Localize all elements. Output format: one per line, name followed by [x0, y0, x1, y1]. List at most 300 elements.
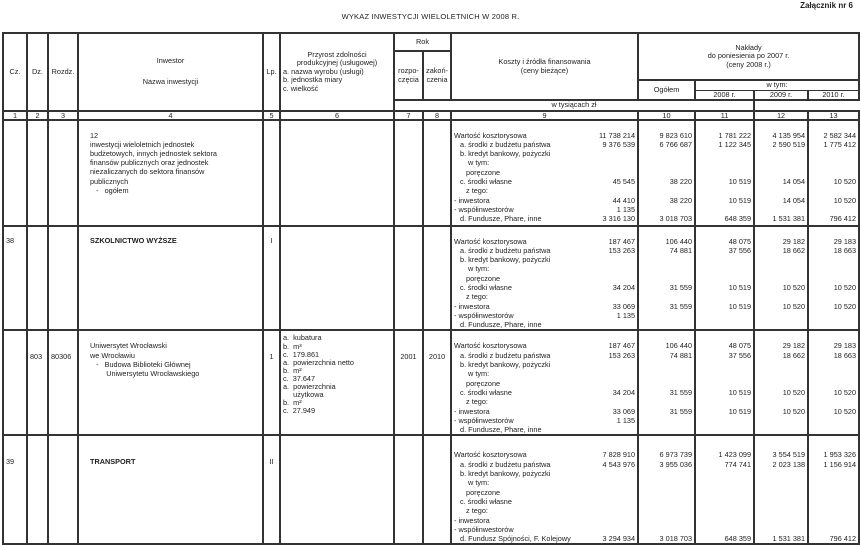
- cell-start: [394, 435, 423, 544]
- finance-label: a. środki z budżetu państwa: [460, 245, 551, 255]
- outlay-value: 1 122 345: [718, 139, 752, 149]
- table-row: [3, 226, 859, 331]
- outlay-value: [641, 525, 692, 534]
- outlay-value: [757, 369, 805, 378]
- outlay-value: [757, 360, 805, 369]
- finance-label: b. kredyt bankowy, pożyczki: [460, 149, 551, 159]
- outlay-value: [757, 320, 805, 329]
- name-line: 12: [90, 130, 99, 140]
- outlay-value: [698, 488, 751, 497]
- cell-capacity: [280, 330, 394, 435]
- cell-costs: [451, 435, 638, 544]
- table-row: [3, 120, 859, 226]
- outlay-value: 18 662: [782, 350, 806, 360]
- outlay-value: [698, 506, 751, 515]
- cell-end: [423, 226, 451, 331]
- outlay-value: 2 582 344: [823, 130, 857, 140]
- outlay-value: [811, 369, 856, 378]
- finance-value: 33 069: [612, 406, 636, 416]
- finance-label: - współinwestorów: [454, 415, 514, 425]
- outlay-value: [757, 311, 805, 320]
- finance-value: 7 828 910: [602, 450, 636, 460]
- capacity-line: b. m²: [283, 398, 302, 408]
- column-number: 6: [280, 111, 394, 120]
- finance-value: 3 316 130: [602, 214, 636, 224]
- finance-line: [454, 196, 635, 205]
- finance-line: [454, 425, 635, 434]
- outlay-value: 10 520: [782, 301, 806, 311]
- outlay-value: 38 220: [669, 195, 693, 205]
- outlay-value: [811, 488, 856, 497]
- outlay-value: 3 018 703: [659, 214, 693, 224]
- outlay-value: [698, 186, 751, 195]
- outlay-value: 10 520: [833, 195, 857, 205]
- header-capacity: [280, 33, 394, 111]
- finance-value: 44 410: [612, 195, 636, 205]
- finance-line: [454, 311, 635, 320]
- outlay-value: [757, 516, 805, 525]
- outlay-value: [811, 379, 856, 388]
- cell-outlay: [695, 435, 754, 544]
- finance-value: 153 263: [608, 350, 636, 360]
- cell-rozdz: [48, 435, 78, 544]
- cell-outlay: [638, 330, 695, 435]
- column-number: 5: [263, 111, 280, 120]
- outlay-value: 1 775 412: [823, 139, 857, 149]
- cell-rozdz: [48, 226, 78, 331]
- investments-table: [2, 32, 860, 545]
- outlay-value: [757, 292, 805, 301]
- outlay-value: [757, 205, 805, 214]
- outlay-value: [698, 311, 751, 320]
- finance-line: [454, 140, 635, 149]
- outlay-value: 4 135 954: [772, 130, 806, 140]
- name-line: - Budowa Biblioteki Głównej: [90, 359, 191, 369]
- finance-value: 187 467: [608, 236, 636, 246]
- outlay-value: 1 531 381: [772, 534, 806, 544]
- finance-label: z tego:: [466, 186, 488, 196]
- outlay-value: 18 663: [833, 245, 857, 255]
- outlay-value: 10 520: [833, 406, 857, 416]
- outlay-value: 6 973 739: [659, 450, 693, 460]
- header-end: zakoń-czenia: [423, 51, 451, 100]
- cell-outlay: [695, 330, 754, 435]
- header-outlays-sub2: (ceny 2008 r.): [726, 59, 771, 69]
- outlay-value: [698, 478, 751, 487]
- outlay-value: 796 412: [829, 214, 857, 224]
- finance-line: [454, 478, 635, 487]
- finance-line: [454, 186, 635, 195]
- finance-line: [454, 506, 635, 515]
- outlay-value: [698, 469, 751, 478]
- header-capacity-c: c. wielkość: [283, 83, 319, 93]
- finance-label: b. kredyt bankowy, pożyczki: [460, 255, 551, 265]
- outlay-value: 74 881: [669, 350, 693, 360]
- outlay-value: [757, 488, 805, 497]
- finance-value: 153 263: [608, 245, 636, 255]
- outlay-value: 1 156 914: [823, 459, 857, 469]
- finance-value: 3 294 934: [602, 534, 636, 544]
- finance-value: 1 135: [616, 204, 636, 214]
- finance-label: poręczone: [466, 167, 501, 177]
- outlay-value: [698, 397, 751, 406]
- outlay-value: [757, 469, 805, 478]
- outlay-value: 18 662: [782, 245, 806, 255]
- finance-label: a. środki z budżetu państwa: [460, 459, 551, 469]
- finance-line: [454, 416, 635, 425]
- outlay-value: 2 590 519: [772, 139, 806, 149]
- header-2008: 2008 r.: [695, 90, 754, 100]
- outlay-value: 31 559: [669, 282, 693, 292]
- finance-label: poręczone: [466, 378, 501, 388]
- outlay-value: [811, 516, 856, 525]
- finance-label: w tym:: [468, 158, 490, 168]
- outlay-value: [757, 255, 805, 264]
- outlay-value: [698, 292, 751, 301]
- finance-line: [454, 351, 635, 360]
- finance-value: 4 543 976: [602, 459, 636, 469]
- capacity-line: b. m³: [283, 341, 302, 351]
- outlay-value: 774 741: [724, 459, 752, 469]
- outlay-value: [811, 397, 856, 406]
- outlay-value: 29 182: [782, 341, 806, 351]
- capacity-line: a. kubatura: [283, 333, 322, 343]
- outlay-value: [641, 497, 692, 506]
- outlay-value: 3 554 519: [772, 450, 806, 460]
- cell-cz: 39: [3, 435, 27, 544]
- finance-line: [454, 320, 635, 329]
- header-start: rozpo-częcia: [394, 51, 423, 100]
- column-number: 9: [451, 111, 638, 120]
- annex-label: Załącznik nr 6: [800, 1, 853, 10]
- finance-line: [454, 292, 635, 301]
- header-total: Ogółem: [638, 80, 695, 100]
- column-number: 4: [78, 111, 263, 120]
- column-number: 1: [3, 111, 27, 120]
- finance-line: [454, 246, 635, 255]
- header-outlays-label: Nakłady: [735, 42, 762, 52]
- outlay-value: [811, 274, 856, 283]
- capacity-line: a. powierzchnia: [283, 382, 336, 392]
- outlay-value: [811, 149, 856, 158]
- finance-line: [454, 158, 635, 167]
- finance-line: [454, 283, 635, 292]
- outlay-value: 14 054: [782, 176, 806, 186]
- cell-outlay: [695, 120, 754, 226]
- finance-label: d. Fundusze, Phare, inne: [460, 320, 542, 330]
- outlay-value: 31 559: [669, 387, 693, 397]
- column-number: 10: [638, 111, 695, 120]
- outlay-value: [641, 478, 692, 487]
- outlay-value: 18 663: [833, 350, 857, 360]
- outlay-value: [698, 205, 751, 214]
- finance-line: [454, 274, 635, 283]
- finance-line: [454, 255, 635, 264]
- outlay-value: 10 520: [782, 406, 806, 416]
- finance-line: [454, 379, 635, 388]
- outlay-value: [811, 525, 856, 534]
- finance-label: - współinwestorów: [454, 524, 514, 534]
- cell-outlay: [808, 120, 859, 226]
- name-line: inwestycji wieloletnich jednostek: [90, 139, 195, 149]
- outlay-value: [757, 274, 805, 283]
- outlay-value: [698, 416, 751, 425]
- outlay-value: 106 440: [665, 341, 693, 351]
- header-investor: [78, 33, 263, 111]
- outlay-value: 648 359: [724, 214, 752, 224]
- cell-rozdz: 80306: [48, 330, 78, 435]
- header-costs-sub: (ceny bieżące): [520, 65, 569, 75]
- outlay-value: 48 075: [728, 236, 752, 246]
- cell-outlay: [638, 226, 695, 331]
- finance-label: w tym:: [468, 369, 490, 379]
- outlay-value: 10 520: [833, 301, 857, 311]
- finance-label: Wartość kosztorysowa: [454, 130, 527, 140]
- outlay-value: [757, 264, 805, 273]
- outlay-value: [641, 205, 692, 214]
- header-investor-label: Inwestor: [156, 56, 185, 66]
- outlay-value: [757, 525, 805, 534]
- outlay-value: [757, 397, 805, 406]
- cell-outlay: [754, 120, 808, 226]
- header-lp: Lp.: [263, 33, 280, 111]
- outlay-value: [641, 369, 692, 378]
- finance-line: [454, 397, 635, 406]
- cell-cz: 38: [3, 226, 27, 331]
- outlay-value: [757, 168, 805, 177]
- outlay-value: [757, 416, 805, 425]
- finance-value: 45 545: [612, 176, 636, 186]
- cell-capacity: [280, 435, 394, 544]
- finance-label: - inwestora: [454, 195, 490, 205]
- outlay-value: [641, 469, 692, 478]
- outlay-value: [641, 506, 692, 515]
- outlay-value: 10 519: [728, 195, 752, 205]
- cell-investment-name: [78, 226, 263, 331]
- header-unit: w tysiącach zł: [394, 100, 754, 111]
- outlay-value: 31 559: [669, 406, 693, 416]
- outlay-value: [757, 506, 805, 515]
- finance-label: w tym:: [468, 264, 490, 274]
- header-outlays: [638, 33, 859, 80]
- column-numbers-row: [3, 111, 859, 120]
- outlay-value: [698, 379, 751, 388]
- outlay-value: 48 075: [728, 341, 752, 351]
- finance-label: Wartość kosztorysowa: [454, 236, 527, 246]
- outlay-value: 1 781 222: [718, 130, 752, 140]
- capacity-line: c. 37.647: [283, 373, 316, 383]
- finance-line: [454, 168, 635, 177]
- cell-end: 2010: [423, 330, 451, 435]
- outlay-value: [757, 158, 805, 167]
- finance-line: [454, 516, 635, 525]
- outlay-value: [811, 497, 856, 506]
- cell-start: 2001: [394, 330, 423, 435]
- outlay-value: [811, 469, 856, 478]
- cell-cz: [3, 330, 27, 435]
- outlay-value: 3 018 703: [659, 534, 693, 544]
- finance-label: d. Fundusze, Phare, inne: [460, 214, 542, 224]
- name-line: finansów publicznych oraz jednostek: [90, 158, 209, 168]
- header-costs: [451, 33, 638, 100]
- cell-outlay: [808, 226, 859, 331]
- outlay-value: 38 220: [669, 176, 693, 186]
- header-capacity-title: Przyrost zdolności produkcyjnej (usługowej): [296, 49, 378, 67]
- name-line: publicznych: [90, 176, 129, 186]
- finance-label: poręczone: [466, 487, 501, 497]
- finance-line: [454, 149, 635, 158]
- name-line: budżetowych, innych jednostek sektora: [90, 148, 217, 158]
- finance-label: a. środki z budżetu państwa: [460, 139, 551, 149]
- cell-investment-name: [78, 330, 263, 435]
- finance-label: d. Fundusze, Phare, inne: [460, 425, 542, 435]
- finance-line: [454, 341, 635, 350]
- outlay-value: [641, 264, 692, 273]
- cell-outlay: [754, 226, 808, 331]
- cell-outlay: [754, 330, 808, 435]
- header-capacity-a: a. nazwa wyrobu (usługi): [283, 66, 364, 76]
- cell-costs: [451, 120, 638, 226]
- outlay-value: 796 412: [829, 534, 857, 544]
- name-line: Uniwersytet Wrocławski: [90, 341, 167, 351]
- finance-line: [454, 534, 635, 543]
- column-number: 3: [48, 111, 78, 120]
- header-outlays-sub1: do poniesienia po 2007 r.: [707, 51, 790, 61]
- outlay-value: 74 881: [669, 245, 693, 255]
- outlay-value: [641, 158, 692, 167]
- finance-label: c. środki własne: [460, 387, 512, 397]
- finance-label: - inwestora: [454, 301, 490, 311]
- outlay-value: [698, 158, 751, 167]
- outlay-value: [811, 416, 856, 425]
- outlay-value: [641, 292, 692, 301]
- outlay-value: [698, 525, 751, 534]
- outlay-value: [641, 379, 692, 388]
- outlay-value: [641, 360, 692, 369]
- header-2009: 2009 r.: [754, 90, 808, 100]
- table-row: [3, 330, 859, 435]
- outlay-value: [698, 274, 751, 283]
- finance-label: poręczone: [466, 273, 501, 283]
- outlay-value: [641, 320, 692, 329]
- finance-label: - współinwestorów: [454, 310, 514, 320]
- outlay-value: 1 423 099: [718, 450, 752, 460]
- outlay-value: [698, 264, 751, 273]
- finance-line: [454, 237, 635, 246]
- outlay-value: 29 183: [833, 341, 857, 351]
- finance-label: Wartość kosztorysowa: [454, 341, 527, 351]
- finance-label: a. środki z budżetu państwa: [460, 350, 551, 360]
- finance-line: [454, 469, 635, 478]
- capacity-line: c. 179.861: [283, 349, 320, 359]
- outlay-value: [811, 158, 856, 167]
- finance-line: [454, 369, 635, 378]
- finance-line: [454, 264, 635, 273]
- finance-value: 1 135: [616, 310, 636, 320]
- finance-line: [454, 407, 635, 416]
- outlay-value: [641, 425, 692, 434]
- header-capacity-b: b. jednostka miary: [283, 75, 343, 84]
- header-dz: Dz.: [27, 33, 48, 111]
- column-number: 7: [394, 111, 423, 120]
- outlay-value: [811, 255, 856, 264]
- outlay-value: [698, 425, 751, 434]
- header-cz: Cz.: [3, 33, 27, 111]
- finance-label: z tego:: [466, 397, 488, 407]
- outlay-value: 10 519: [728, 406, 752, 416]
- outlay-value: 37 556: [728, 350, 752, 360]
- column-number: 11: [695, 111, 754, 120]
- finance-label: c. środki własne: [460, 176, 512, 186]
- outlay-value: [811, 205, 856, 214]
- column-number: 8: [423, 111, 451, 120]
- outlay-value: [811, 168, 856, 177]
- finance-line: [454, 205, 635, 214]
- outlay-value: [811, 320, 856, 329]
- outlay-value: [811, 264, 856, 273]
- header-2010: 2010 r.: [808, 90, 859, 100]
- finance-label: b. kredyt bankowy, pożyczki: [460, 360, 551, 370]
- outlay-value: [698, 497, 751, 506]
- header-rozdz: Rozdz.: [48, 33, 78, 111]
- outlay-value: 10 520: [833, 387, 857, 397]
- header-costs-label: Koszty i źródła finansowania: [498, 57, 591, 66]
- finance-value: 33 069: [612, 301, 636, 311]
- cell-dz: [27, 120, 48, 226]
- outlay-value: 10 520: [833, 176, 857, 186]
- name-line: we Wrocławiu: [90, 350, 135, 360]
- finance-line: [454, 525, 635, 534]
- finance-label: z tego:: [466, 506, 488, 516]
- outlay-value: 10 520: [833, 282, 857, 292]
- outlay-value: 14 054: [782, 195, 806, 205]
- table-row: [3, 435, 859, 544]
- outlay-value: [641, 274, 692, 283]
- cell-capacity: [280, 226, 394, 331]
- capacity-line: użytkowa: [283, 390, 324, 400]
- cell-dz: [27, 226, 48, 331]
- finance-label: w tym:: [468, 478, 490, 488]
- finance-line: [454, 131, 635, 140]
- outlay-value: [757, 478, 805, 487]
- outlay-value: 37 556: [728, 245, 752, 255]
- outlay-value: [641, 186, 692, 195]
- cell-outlay: [808, 330, 859, 435]
- cell-investment-name: [78, 120, 263, 226]
- cell-outlay: [638, 435, 695, 544]
- outlay-value: [641, 149, 692, 158]
- finance-value: 9 376 539: [602, 139, 636, 149]
- header-of-which: w tym:: [695, 80, 859, 90]
- outlay-value: 29 183: [833, 236, 857, 246]
- outlay-value: 1 531 381: [772, 214, 806, 224]
- outlay-value: [641, 488, 692, 497]
- cell-lp: II: [263, 435, 280, 544]
- finance-line: [454, 460, 635, 469]
- outlay-value: [641, 168, 692, 177]
- cell-end: [423, 435, 451, 544]
- outlay-value: [811, 478, 856, 487]
- finance-line: [454, 497, 635, 506]
- finance-label: d. Fundusz Spójności, F. Kolejowy: [460, 534, 571, 544]
- cell-rozdz: [48, 120, 78, 226]
- cell-investment-name: [78, 435, 263, 544]
- name-line: niezaliczanych do sektora finansów: [90, 167, 205, 177]
- name-line: Uniwersytetu Wrocławskiego: [90, 369, 200, 379]
- outlay-value: 10 519: [728, 387, 752, 397]
- column-number: 13: [808, 111, 859, 120]
- name-line: - ogółem: [90, 185, 129, 195]
